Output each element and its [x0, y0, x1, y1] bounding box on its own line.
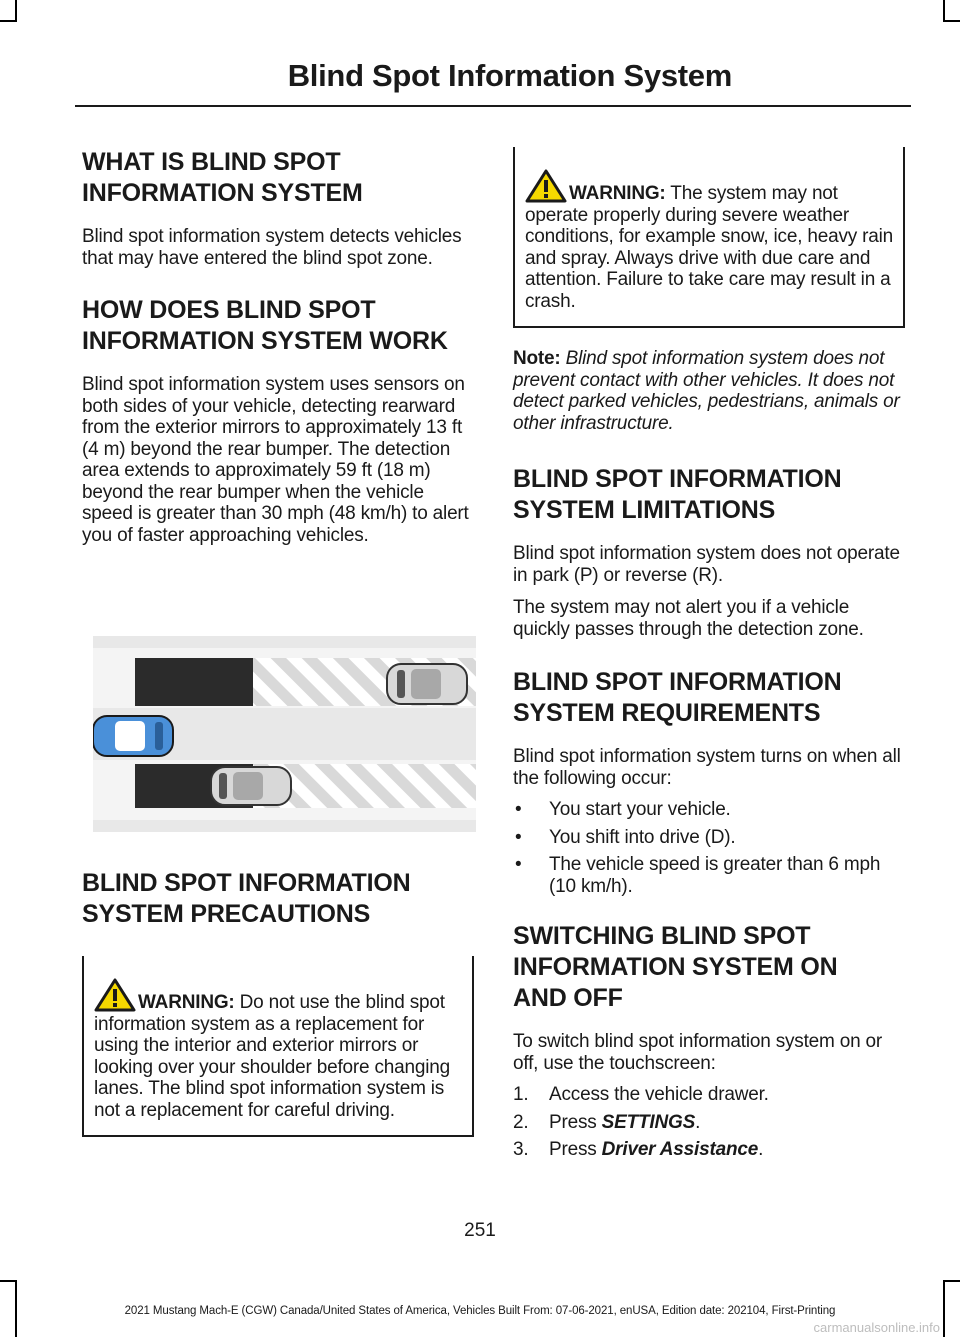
note-text: Blind spot information system does not prevent contact with other vehicles. It does not detect parked vehicles, pedestrians, animals or other infrastructure. [513, 348, 900, 434]
footer-text: 2021 Mustang Mach-E (CGW) Canada/United States of America, Vehicles Built From: 07-06-2021, enUSA, Edition date: 202104, First-Printing [124, 1305, 836, 1317]
page-number: 251 [464, 1220, 496, 1241]
crop-mark [943, 0, 945, 22]
what-body: Blind spot information system detects vehicles that may have entered the blind spot zone. [82, 226, 462, 269]
list-item: 1. Access the vehicle drawer. [513, 1084, 769, 1105]
list-item: • The vehicle speed is greater than 6 mph (10 km/h). [515, 854, 881, 897]
crop-mark [943, 20, 960, 22]
precautions-warning-box [82, 956, 474, 1137]
crop-mark [943, 1280, 960, 1282]
list-item: • You start your vehicle. [515, 799, 731, 820]
section-heading-limitations: BLIND SPOT INFORMATION SYSTEM LIMITATIONS [513, 465, 842, 524]
section-heading-requirements: BLIND SPOT INFORMATION SYSTEM REQUIREMENTS [513, 668, 842, 727]
switching-intro: To switch blind spot information system on or off, use the touchscreen: [513, 1031, 883, 1074]
note-paragraph [513, 348, 905, 434]
warning-label: WARNING: [138, 992, 235, 1013]
warning-triangle-icon [525, 169, 567, 203]
page-header-title: Blind Spot Information System [287, 58, 732, 93]
watermark: carmanualsonline.info [813, 1320, 940, 1335]
right-column [513, 147, 905, 1167]
switching-steps [513, 1084, 905, 1161]
limitations-p1: Blind spot information system does not operate in park (P) or reverse (R). [513, 543, 900, 586]
warning-label: WARNING: [569, 183, 666, 204]
approaching-vehicle-top [387, 664, 467, 704]
blind-spot-zone-figure [93, 636, 476, 832]
section-heading-switching: SWITCHING BLIND SPOT INFORMATION SYSTEM ON AND OFF [513, 922, 838, 1012]
note-label: Note: [513, 348, 561, 369]
how-body: Blind spot information system uses sensors on both sides of your vehicle, detecting rearward from the exterior mirrors to approximately 13 ft (4 m) beyond the rear bumper. The detection area extends to approximately 59 ft (18 m) beyond the rear bumper when the vehicle speed is greater than 30 mph (48 km/h) to alert you of faster approaching vehicles. [82, 374, 469, 546]
vehicle-in-blind-spot [211, 767, 291, 805]
crop-mark [0, 1280, 17, 1282]
header-rule [75, 105, 911, 107]
crop-mark [0, 20, 17, 22]
warning-text: Do not use the blind spot information system as a replacement for using the interior and exterior mirrors or looking over your shoulder before changing lanes. The blind spot information system is not a replacement for careful driving. [94, 992, 451, 1121]
limitations-p2: The system may not alert you if a vehicle quickly passes through the detection zone. [513, 597, 864, 640]
section-heading-what: WHAT IS BLIND SPOT INFORMATION SYSTEM [82, 148, 363, 207]
warning-text: The system may not operate properly during severe weather conditions, for example snow, ice, heavy rain and spray. Always drive with due care and attention. Failure to take care may result in a crash. [525, 183, 894, 312]
warning-triangle-icon [94, 978, 136, 1012]
weather-warning-box [513, 147, 905, 328]
list-item: 2. Press SETTINGS. [513, 1111, 701, 1133]
ego-vehicle [93, 716, 173, 756]
requirements-list [513, 799, 905, 897]
dark-zone-top [135, 658, 253, 706]
section-heading-how: HOW DOES BLIND SPOT INFORMATION SYSTEM WORK [82, 296, 448, 355]
requirements-intro: Blind spot information system turns on when all the following occur: [513, 746, 901, 789]
section-heading-precautions: BLIND SPOT INFORMATION SYSTEM PRECAUTIONS [82, 869, 411, 928]
hatched-zone-bottom-tail [293, 764, 476, 808]
list-item: 3. Press Driver Assistance. [513, 1139, 764, 1160]
list-item: • You shift into drive (D). [515, 826, 736, 848]
crop-mark [15, 0, 17, 22]
